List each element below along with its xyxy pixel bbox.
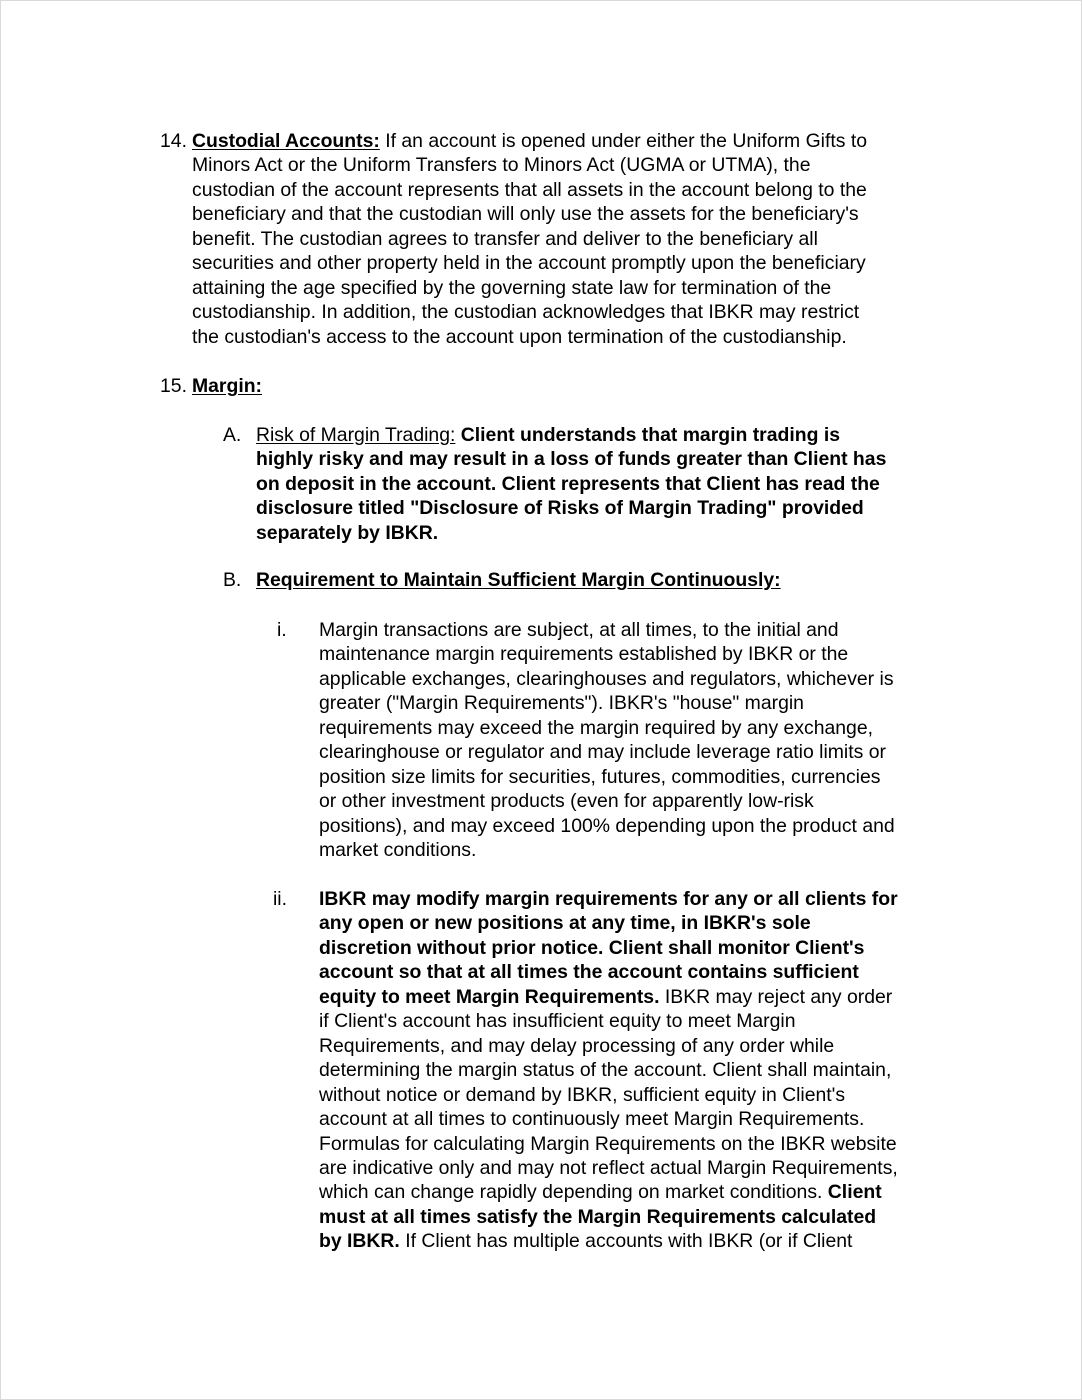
item-i-line-7: position size limits for securities, futures, commodities, currencies — [319, 765, 881, 788]
subsection-a-risk-of-margin-trading — [256, 423, 886, 545]
item-i-line-3: applicable exchanges, clearinghouses and regulators, whichever is — [319, 667, 894, 690]
section-15-number: 15. — [160, 375, 187, 397]
item-ii-marker: ii. — [273, 888, 288, 910]
section-15-heading: Margin: — [192, 375, 263, 397]
subsection-a-line-5: separately by IBKR. — [256, 521, 439, 544]
subsection-a-line-1: Client understands that margin trading is — [455, 424, 840, 446]
section-14-line-3: custodian of the account represents that all assets in the account belong to the — [192, 178, 867, 201]
section-14-line-1: If an account is opened under either the Uniform Gifts to — [379, 130, 868, 152]
subsection-a-line-2: highly risky and may result in a loss of funds greater than Client has — [256, 448, 887, 471]
section-14-custodial-accounts — [192, 129, 867, 349]
item-ii-line-8: determining the margin status of the account. Client shall maintain, — [319, 1059, 892, 1082]
section-15-margin — [192, 374, 262, 398]
item-ii-line-15-regular: If Client has multiple accounts with IBKR (or if Client — [399, 1230, 853, 1253]
item-i-line-4: greater ("Margin Requirements"). IBKR's "house" margin — [319, 692, 804, 715]
item-ii-line-1: IBKR may modify margin requirements for any or all clients for — [319, 888, 898, 910]
item-ii-line-5-regular: IBKR may reject any order — [659, 985, 893, 1008]
section-14-line-2: Minors Act or the Uniform Transfers to Minors Act (UGMA or UTMA), the — [192, 154, 811, 177]
item-i-marker: i. — [277, 619, 287, 641]
subsection-a-line-4: disclosure titled "Disclosure of Risks of Margin Trading" provided — [256, 497, 864, 520]
item-ii-line-6: if Client's account has insufficient equity to meet Margin — [319, 1010, 796, 1033]
item-ii-line-15-bold: by IBKR. — [319, 1230, 400, 1253]
item-ii-modify-margin — [319, 887, 898, 1254]
item-i-line-6: clearinghouse or regulator and may include leverage ratio limits or — [319, 741, 886, 764]
subsection-b-heading: Requirement to Maintain Sufficient Margin Continuously: — [256, 569, 781, 591]
item-ii-line-12: are indicative only and may not reflect actual Margin Requirements, — [319, 1156, 898, 1179]
item-i-line-1: Margin transactions are subject, at all times, to the initial and — [319, 619, 839, 641]
item-ii-line-14: must at all times satisfy the Margin Requirements calculated — [319, 1205, 877, 1228]
item-ii-line-5-bold: equity to meet Margin Requirements. — [319, 985, 660, 1008]
subsection-a-marker: A. — [223, 424, 242, 446]
subsection-b-marker: B. — [223, 569, 242, 591]
item-ii-line-10: account at all times to continuously meet Margin Requirements. — [319, 1108, 865, 1131]
section-14-number: 14. — [160, 130, 187, 152]
item-i-line-2: maintenance margin requirements established by IBKR or the — [319, 643, 849, 666]
item-i-line-5: requirements may exceed the margin required by any exchange, — [319, 716, 874, 739]
section-14-line-4: beneficiary and that the custodian will only use the assets for the beneficiary's — [192, 203, 859, 226]
section-14-line-5: benefit. The custodian agrees to transfer and deliver to the beneficiary all — [192, 227, 818, 250]
section-14-heading: Custodial Accounts: — [192, 130, 380, 152]
item-i-line-8: or other investment products (even for apparently low-risk — [319, 790, 814, 813]
item-ii-line-3: discretion without prior notice. Client shall monitor Client's — [319, 936, 865, 959]
section-14-line-9: the custodian's access to the account upon termination of the custodianship. — [192, 325, 847, 348]
subsection-b-requirement — [256, 568, 781, 592]
item-ii-line-13-bold: Client — [827, 1181, 882, 1204]
item-i-line-10: market conditions. — [319, 839, 477, 862]
item-ii-line-11: Formulas for calculating Margin Requirements on the IBKR website — [319, 1132, 897, 1155]
item-ii-line-2: any open or new positions at any time, in IBKR's sole — [319, 912, 811, 935]
item-ii-line-9: without notice or demand by IBKR, sufficient equity in Client's — [319, 1083, 846, 1106]
subsection-a-line-3: on deposit in the account. Client represents that Client has read the — [256, 472, 880, 495]
item-i-margin-transactions — [319, 618, 895, 863]
section-14-line-8: custodianship. In addition, the custodian acknowledges that IBKR may restrict — [192, 301, 860, 324]
subsection-a-heading: Risk of Margin Trading: — [256, 424, 456, 446]
section-14-line-7: attaining the age specified by the governing state law for termination of the — [192, 276, 832, 299]
section-14-line-6: securities and other property held in the account promptly upon the beneficiary — [192, 252, 866, 275]
item-ii-line-4: account so that at all times the account contains sufficient — [319, 961, 859, 984]
item-ii-line-7: Requirements, and may delay processing of any order while — [319, 1034, 835, 1057]
item-ii-line-13-regular: which can change rapidly depending on market conditions. — [319, 1181, 828, 1204]
item-i-line-9: positions), and may exceed 100% depending upon the product and — [319, 814, 895, 837]
